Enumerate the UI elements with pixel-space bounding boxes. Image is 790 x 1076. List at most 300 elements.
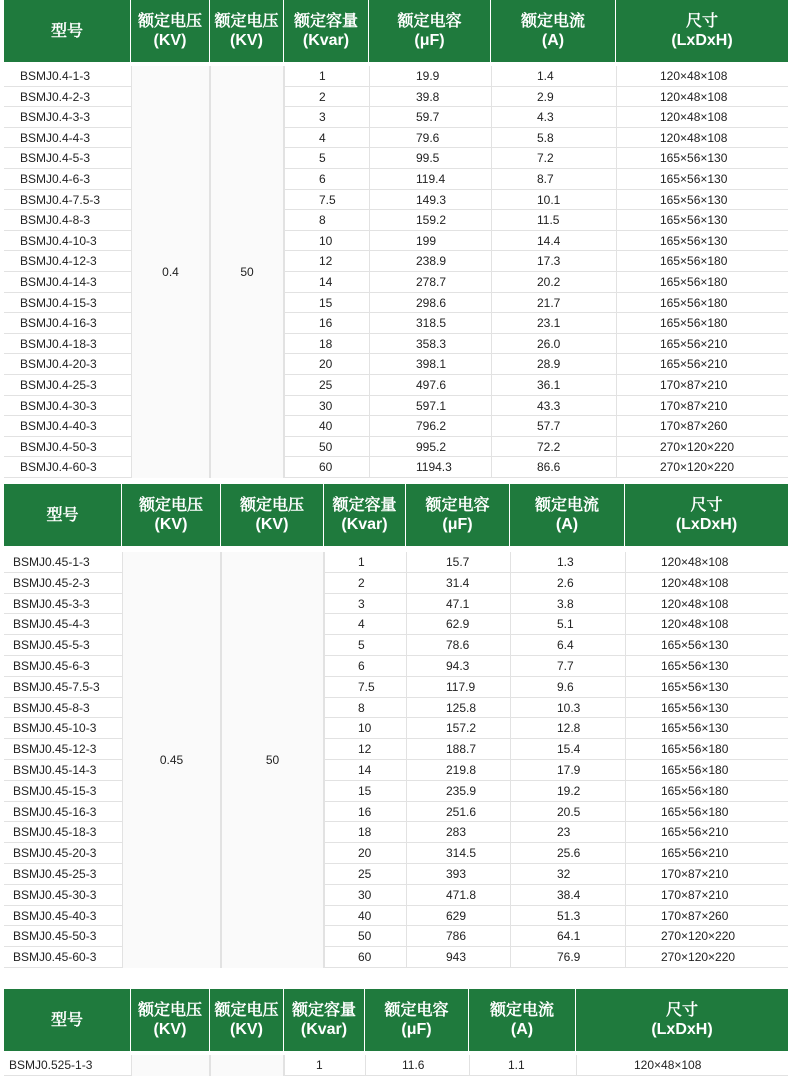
size-cell: 165×56×210 [616,354,788,375]
capacitance-cell: 629 [406,906,510,927]
header-unit: (KV) [154,516,188,533]
header-label: 额定电压 [214,1002,279,1019]
header-label: 额定容量 [332,497,397,514]
grid-line [131,1055,132,1076]
header-cell [576,989,788,1051]
size-cell: 165×56×130 [625,677,788,698]
table-row [4,313,788,334]
current-cell: 21.7 [491,293,616,314]
size-cell: 120×48×108 [576,1055,788,1076]
capacitance-cell: 1194.3 [369,457,491,478]
capacitance-cell: 31.4 [406,573,510,594]
header-label: 额定电压 [239,497,304,514]
current-cell: 1.4 [491,66,616,87]
header-label: 额定电压 [138,497,203,514]
current-cell: 10.3 [510,698,625,719]
size-cell: 165×56×180 [625,802,788,823]
grid-line [324,552,325,968]
capacity-cell: 25 [284,375,369,396]
model-cell: BSMJ0.45-50-3 [4,926,122,947]
current-cell: 76.9 [510,947,625,968]
size-cell: 165×56×210 [616,334,788,355]
table-body [4,66,788,478]
header-cell [122,484,221,546]
header-unit: (μF) [414,32,445,49]
current-cell: 32 [510,864,625,885]
size-cell: 120×48×108 [625,552,788,573]
capacity-cell: 20 [284,354,369,375]
table-row [4,272,788,293]
size-cell: 165×56×130 [616,169,788,190]
header-cell [491,0,616,62]
grid-line [406,552,407,968]
current-cell: 51.3 [510,906,625,927]
current-cell: 23.1 [491,313,616,334]
current-cell: 8.7 [491,169,616,190]
grid-line [221,552,222,968]
capacitance-cell: 597.1 [369,396,491,417]
grid-line [576,1055,577,1076]
model-cell: BSMJ0.4-12-3 [4,251,131,272]
capacitance-cell: 283 [406,822,510,843]
rated-voltage-cell: 0.4 [131,66,210,478]
current-cell: 23 [510,822,625,843]
size-cell: 120×48×108 [625,594,788,615]
capacitance-cell: 398.1 [369,354,491,375]
current-cell: 36.1 [491,375,616,396]
header-unit: (KV) [255,516,289,533]
size-cell: 165×56×180 [616,313,788,334]
table-row [4,416,788,437]
header-cell [469,989,576,1051]
capacitance-cell: 471.8 [406,885,510,906]
capacity-cell: 12 [324,739,406,760]
grid-line [469,1055,470,1076]
size-cell: 170×87×210 [625,864,788,885]
table-body [4,1055,788,1076]
header-cell [616,0,788,62]
header-label: 额定电流 [534,497,599,514]
table-row [4,396,788,417]
table-row [4,437,788,458]
capacitance-cell: 796.2 [369,416,491,437]
capacity-cell: 6 [284,169,369,190]
model-cell: BSMJ0.4-18-3 [4,334,131,355]
capacity-cell: 50 [284,437,369,458]
header-cell [369,0,491,62]
capacitance-cell: 157.2 [406,718,510,739]
capacity-cell: 7.5 [324,677,406,698]
capacity-cell: 14 [324,760,406,781]
current-cell: 11.5 [491,210,616,231]
grid-line [210,1055,211,1076]
current-cell: 4.3 [491,107,616,128]
size-cell: 270×120×220 [616,457,788,478]
model-cell: BSMJ0.45-8-3 [4,698,122,719]
header-label: 额定电容 [425,497,490,514]
capacitance-cell: 47.1 [406,594,510,615]
table-row [4,231,788,252]
table-row [4,210,788,231]
capacitance-cell: 117.9 [406,677,510,698]
size-cell: 165×56×130 [616,148,788,169]
model-cell: BSMJ0.4-6-3 [4,169,131,190]
capacitance-cell: 62.9 [406,614,510,635]
capacity-cell: 50 [324,926,406,947]
table-row [4,251,788,272]
model-cell: BSMJ0.45-2-3 [4,573,122,594]
size-cell: 165×56×210 [625,843,788,864]
header-cell [365,989,469,1051]
header-unit: (Kvar) [300,1021,348,1038]
header-label: 额定电压 [137,1002,202,1019]
header-label: 额定容量 [291,1002,356,1019]
table-row [4,66,788,87]
current-cell: 20.5 [510,802,625,823]
capacity-cell: 60 [284,457,369,478]
model-cell: BSMJ0.45-12-3 [4,739,122,760]
rated-voltage-2-cell [210,1055,284,1076]
capacity-cell: 1 [324,552,406,573]
model-cell: BSMJ0.45-6-3 [4,656,122,677]
model-cell: BSMJ0.4-16-3 [4,313,131,334]
capacitance-cell: 278.7 [369,272,491,293]
header-cell [210,0,284,62]
current-cell: 10.1 [491,190,616,211]
size-cell: 165×56×130 [625,656,788,677]
capacitance-cell: 314.5 [406,843,510,864]
model-cell: BSMJ0.4-14-3 [4,272,131,293]
model-cell: BSMJ0.45-14-3 [4,760,122,781]
table-header [4,989,788,1051]
model-cell: BSMJ0.45-30-3 [4,885,122,906]
capacitance-cell: 497.6 [369,375,491,396]
grid-line [365,1055,366,1076]
grid-line [491,66,492,478]
model-cell: BSMJ0.45-40-3 [4,906,122,927]
grid-line [284,66,285,478]
size-cell: 165×56×130 [625,718,788,739]
size-cell: 165×56×130 [616,210,788,231]
capacity-cell: 3 [284,107,369,128]
capacity-cell: 1 [284,66,369,87]
header-cell [510,484,625,546]
current-cell: 5.1 [510,614,625,635]
size-cell: 270×120×220 [616,437,788,458]
header-unit: (μF) [401,1021,432,1038]
table-row [4,457,788,478]
capacitance-cell: 15.7 [406,552,510,573]
header-cell [406,484,510,546]
capacity-cell: 4 [284,128,369,149]
capacity-cell: 12 [284,251,369,272]
header-label: 额定电容 [384,1002,449,1019]
capacity-cell: 4 [324,614,406,635]
capacitance-cell: 943 [406,947,510,968]
size-cell: 120×48×108 [616,87,788,108]
model-cell: BSMJ0.45-16-3 [4,802,122,823]
header-cell [221,484,324,546]
capacitance-cell: 995.2 [369,437,491,458]
model-cell: BSMJ0.4-10-3 [4,231,131,252]
capacitance-cell: 79.6 [369,128,491,149]
header-label: 额定容量 [293,13,358,30]
model-cell: BSMJ0.45-18-3 [4,822,122,843]
header-cell [4,989,131,1051]
size-cell: 165×56×130 [625,698,788,719]
current-cell: 17.9 [510,760,625,781]
capacitance-cell: 188.7 [406,739,510,760]
current-cell: 43.3 [491,396,616,417]
model-cell: BSMJ0.45-1-3 [4,552,122,573]
model-cell: BSMJ0.4-7.5-3 [4,190,131,211]
capacitance-cell: 238.9 [369,251,491,272]
table-row [4,334,788,355]
header-unit: (LxDxH) [651,1021,713,1038]
size-cell: 270×120×220 [625,947,788,968]
model-cell: BSMJ0.45-10-3 [4,718,122,739]
current-cell: 28.9 [491,354,616,375]
table-row [4,107,788,128]
capacity-cell: 40 [284,416,369,437]
model-cell: BSMJ0.45-15-3 [4,781,122,802]
grid-line [510,552,511,968]
header-unit: (LxDxH) [675,516,738,533]
current-cell: 15.4 [510,739,625,760]
header-unit: (A) [555,516,579,533]
size-cell: 165×56×130 [625,635,788,656]
capacity-cell: 8 [324,698,406,719]
size-cell: 120×48×108 [616,128,788,149]
capacity-cell: 30 [324,885,406,906]
table-row [4,148,788,169]
grid-line [210,66,211,478]
header-label: 额定电流 [489,1002,554,1019]
current-cell: 9.6 [510,677,625,698]
table-row [4,190,788,211]
current-cell: 12.8 [510,718,625,739]
size-cell: 165×56×180 [616,272,788,293]
header-unit: (LxDxH) [671,32,733,49]
size-cell: 120×48×108 [616,66,788,87]
table-row [4,87,788,108]
capacitance-cell: 199 [369,231,491,252]
model-cell: BSMJ0.4-30-3 [4,396,131,417]
table-header [4,484,788,546]
header-label: 额定电压 [214,13,279,30]
current-cell: 14.4 [491,231,616,252]
capacitance-cell: 94.3 [406,656,510,677]
header-unit: (KV) [230,1021,263,1038]
size-cell: 170×87×210 [616,375,788,396]
header-label: 额定电容 [397,13,462,30]
model-cell: BSMJ0.4-50-3 [4,437,131,458]
model-cell: BSMJ0.45-60-3 [4,947,122,968]
header-label: 额定电压 [137,13,202,30]
table-row [4,128,788,149]
model-cell: BSMJ0.45-20-3 [4,843,122,864]
capacitance-cell: 59.7 [369,107,491,128]
size-cell: 165×56×180 [625,760,788,781]
capacity-cell: 5 [324,635,406,656]
grid-line [131,66,132,478]
capacitance-cell: 235.9 [406,781,510,802]
spec-table-1 [4,0,788,475]
rated-voltage-cell [131,1055,210,1076]
header-cell [284,989,365,1051]
capacitance-cell: 159.2 [369,210,491,231]
header-unit: (KV) [153,32,187,49]
current-cell: 57.7 [491,416,616,437]
header-unit: (A) [510,1021,534,1038]
current-cell: 38.4 [510,885,625,906]
capacitance-cell: 149.3 [369,190,491,211]
model-cell: BSMJ0.4-1-3 [4,66,131,87]
current-cell: 2.6 [510,573,625,594]
model-cell: BSMJ0.4-25-3 [4,375,131,396]
current-cell: 5.8 [491,128,616,149]
model-cell: BSMJ0.45-4-3 [4,614,122,635]
header-cell [131,0,210,62]
size-cell: 165×56×130 [616,231,788,252]
capacity-cell: 2 [324,573,406,594]
rated-voltage-cell: 0.45 [122,552,221,968]
size-cell: 170×87×210 [616,396,788,417]
size-cell: 270×120×220 [625,926,788,947]
header-label: 型号 [46,506,79,524]
capacity-cell: 10 [324,718,406,739]
header-cell [625,484,788,546]
capacity-cell: 16 [324,802,406,823]
capacity-cell: 7.5 [284,190,369,211]
capacity-cell: 15 [284,293,369,314]
capacity-cell: 2 [284,87,369,108]
current-cell: 25.6 [510,843,625,864]
capacity-cell: 30 [284,396,369,417]
capacity-cell: 18 [324,822,406,843]
header-label: 型号 [50,1011,83,1029]
capacitance-cell: 125.8 [406,698,510,719]
capacitance-cell: 298.6 [369,293,491,314]
current-cell: 72.2 [491,437,616,458]
capacitance-cell: 119.4 [369,169,491,190]
size-cell: 165×56×180 [616,293,788,314]
model-cell: BSMJ0.4-8-3 [4,210,131,231]
current-cell: 20.2 [491,272,616,293]
header-cell [324,484,406,546]
current-cell: 17.3 [491,251,616,272]
table-row [4,293,788,314]
table-row [4,1055,788,1076]
capacity-cell: 1 [284,1055,365,1076]
header-cell [4,0,131,62]
current-cell: 86.6 [491,457,616,478]
capacitance-cell: 786 [406,926,510,947]
capacity-cell: 25 [324,864,406,885]
capacity-cell: 16 [284,313,369,334]
grid-line [284,1055,285,1076]
capacity-cell: 6 [324,656,406,677]
size-cell: 170×87×260 [625,906,788,927]
header-cell [4,484,122,546]
size-cell: 165×56×180 [625,781,788,802]
header-unit: (A) [541,32,565,49]
capacity-cell: 8 [284,210,369,231]
grid-line [625,552,626,968]
header-unit: (KV) [230,32,263,49]
header-unit: (Kvar) [341,516,388,533]
capacitance-cell: 393 [406,864,510,885]
table-row [4,354,788,375]
capacitance-cell: 19.9 [369,66,491,87]
header-cell [210,989,284,1051]
size-cell: 120×48×108 [616,107,788,128]
table-row [4,375,788,396]
size-cell: 170×87×260 [616,416,788,437]
capacitance-cell: 318.5 [369,313,491,334]
header-label: 尺寸 [690,497,723,514]
size-cell: 165×56×210 [625,822,788,843]
grid-line [616,66,617,478]
current-cell: 64.1 [510,926,625,947]
model-cell: BSMJ0.45-3-3 [4,594,122,615]
model-cell: BSMJ0.4-20-3 [4,354,131,375]
capacity-cell: 3 [324,594,406,615]
current-cell: 2.9 [491,87,616,108]
current-cell: 6.4 [510,635,625,656]
capacity-cell: 40 [324,906,406,927]
model-cell: BSMJ0.525-1-3 [4,1055,131,1076]
model-cell: BSMJ0.4-15-3 [4,293,131,314]
size-cell: 165×56×180 [625,739,788,760]
size-cell: 120×48×108 [625,573,788,594]
capacitance-cell: 39.8 [369,87,491,108]
model-cell: BSMJ0.45-5-3 [4,635,122,656]
table-row [4,169,788,190]
capacity-cell: 20 [324,843,406,864]
header-label: 额定电流 [520,13,585,30]
header-label: 尺寸 [665,1002,698,1019]
current-cell: 26.0 [491,334,616,355]
current-cell: 3.8 [510,594,625,615]
rated-voltage-2-cell: 50 [210,66,284,478]
header-cell [284,0,369,62]
model-cell: BSMJ0.4-60-3 [4,457,131,478]
capacity-cell: 14 [284,272,369,293]
capacity-cell: 5 [284,148,369,169]
capacitance-cell: 219.8 [406,760,510,781]
model-cell: BSMJ0.4-4-3 [4,128,131,149]
capacity-cell: 10 [284,231,369,252]
capacity-cell: 15 [324,781,406,802]
model-cell: BSMJ0.45-7.5-3 [4,677,122,698]
capacity-cell: 18 [284,334,369,355]
spec-table-2 [4,484,788,965]
current-cell: 7.2 [491,148,616,169]
size-cell: 165×56×180 [616,251,788,272]
header-unit: (KV) [153,1021,187,1038]
capacitance-cell: 358.3 [369,334,491,355]
header-unit: (Kvar) [302,32,350,49]
table-header [4,0,788,62]
model-cell: BSMJ0.4-5-3 [4,148,131,169]
model-cell: BSMJ0.4-3-3 [4,107,131,128]
capacitance-cell: 251.6 [406,802,510,823]
table-body [4,552,788,968]
header-label: 尺寸 [685,13,718,30]
grid-line [369,66,370,478]
current-cell: 1.1 [469,1055,576,1076]
